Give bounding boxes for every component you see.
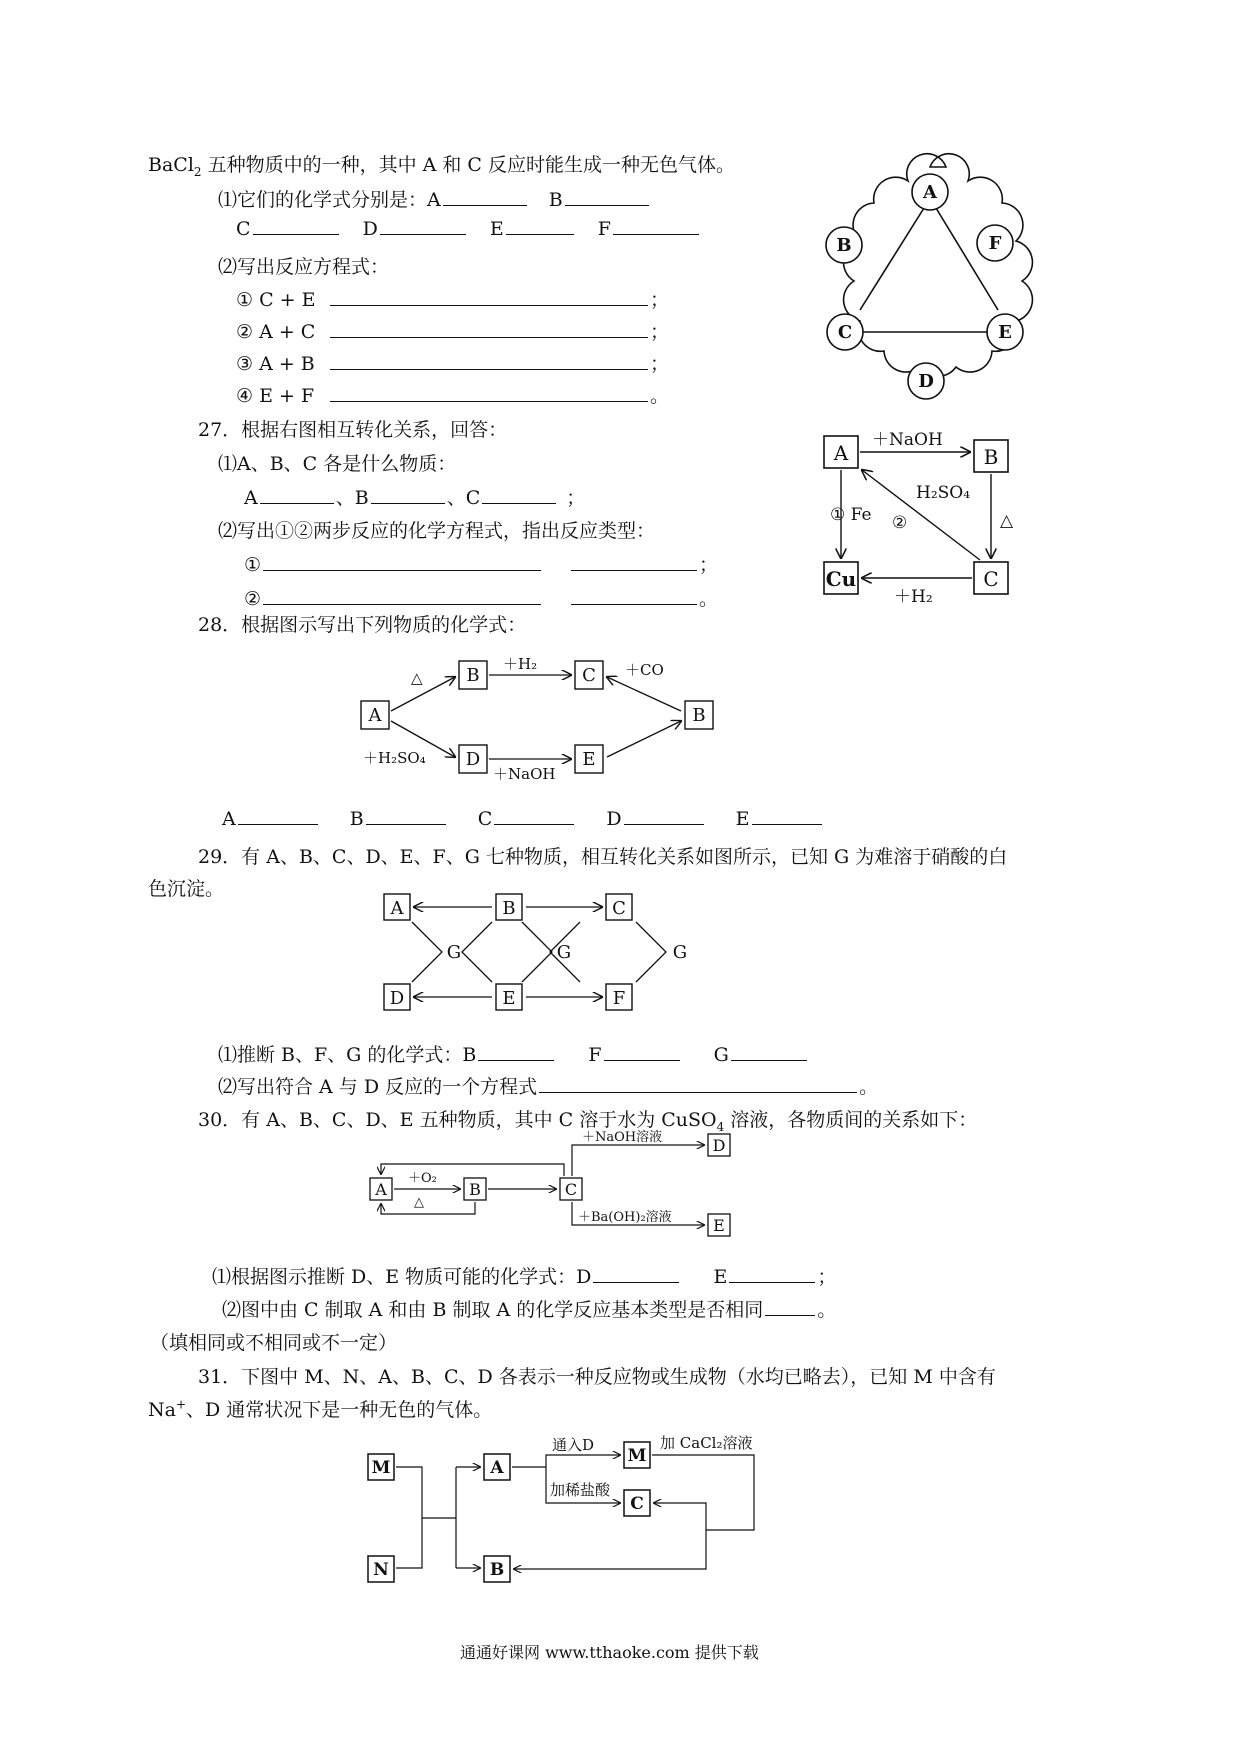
answer-blank-same[interactable] [765, 1299, 815, 1316]
q29-title: 29．有 A、B、C、D、E、F、G 七种物质，相互转化关系如图所示，已知 G 为难溶于硝酸的白 [198, 846, 1008, 868]
ring-node-e: E [998, 322, 1012, 343]
node-e: E [713, 1216, 725, 1235]
node-b-right: B [692, 705, 706, 726]
equation-blank[interactable] [330, 353, 648, 370]
node-a: A [833, 441, 849, 465]
node-a: A [368, 705, 382, 726]
q31-title-cont: Na+、D 通常状况下是一种无色的气体。 [148, 1397, 493, 1421]
q30-diagram [368, 1130, 738, 1242]
node-m: M [371, 1458, 391, 1478]
equation-blank[interactable] [330, 321, 648, 338]
label-delta: △ [1000, 511, 1014, 531]
q27-eq-row: ① ； [244, 554, 719, 576]
ring-node-d: D [918, 371, 934, 392]
label-naoh: ＋NaOH [872, 430, 943, 450]
node-d: D [712, 1136, 726, 1155]
node-a: A [390, 898, 404, 919]
answer-blank-a[interactable] [238, 808, 318, 825]
ring-node-b: B [836, 235, 852, 256]
node-c: C [983, 567, 999, 591]
q30-part1: ⑴根据图示推断 D、E 物质可能的化学式：D E ； [212, 1266, 837, 1288]
label-tongru-d: 通入D [552, 1436, 595, 1454]
label-h2: ＋H₂ [503, 655, 538, 673]
answer-blank-b[interactable] [478, 1044, 554, 1061]
node-n: N [373, 1560, 389, 1580]
q28-diagram [355, 655, 725, 785]
node-b: B [466, 665, 480, 686]
label-dilute-hcl: 加稀盐酸 [550, 1481, 611, 1499]
label-fe: ① Fe [830, 505, 872, 525]
q26-intro: BaCl$_2$ 五种物质中的一种，其中 A 和 C 反应时能生成一种无色气体。 [148, 154, 736, 179]
node-cu: Cu [825, 567, 857, 591]
q26-eq-row: ② A + C ； [236, 321, 670, 343]
q31-title: 31．下图中 M、N、A、B、C、D 各表示一种反应物或生成物（水均已略去），已知 M 中含有 [198, 1366, 996, 1388]
node-a: A [375, 1180, 387, 1199]
answer-blank-d[interactable] [380, 218, 466, 235]
label-h2so4: ＋H₂SO₄ [363, 749, 426, 767]
reaction-type-blank[interactable] [571, 554, 697, 571]
q28-answers: A B C D E [222, 808, 824, 830]
answer-blank-a[interactable] [260, 487, 334, 504]
ring-node-a: A [923, 182, 937, 203]
node-g: G [446, 942, 462, 963]
answer-blank-d[interactable] [593, 1266, 679, 1283]
q30-part2: ⑵图中由 C 制取 A 和由 B 制取 A 的化学反应基本类型是否相同 。 [222, 1299, 837, 1321]
label-o2: ＋O₂ [408, 1171, 437, 1186]
q26-part1: ⑴它们的化学式分别是：A B [218, 185, 651, 212]
q29-title-cont: 色沉淀。 [148, 878, 225, 900]
q27-part1-answers: A 、B 、C ； [244, 487, 586, 509]
q29-part2: ⑵写出符合 A 与 D 反应的一个方程式 。 [218, 1076, 879, 1098]
q26-eq-row: ① C + E ； [236, 289, 670, 311]
node-c: C [564, 1180, 578, 1199]
node-a: A [490, 1458, 504, 1478]
node-m-right: M [627, 1446, 647, 1466]
q30-title: 30．有 A、B、C、D、E 五种物质，其中 C 溶于水为 CuSO$_4$ 溶液，各物质间的关系如下： [198, 1109, 978, 1134]
node-b: B [489, 1560, 505, 1580]
q26-part2: ⑵写出反应方程式： [218, 256, 390, 278]
answer-blank-c[interactable] [482, 487, 556, 504]
q27-part1: ⑴A、B、C 各是什么物质： [218, 453, 457, 475]
label-delta: △ [411, 669, 423, 687]
node-b: B [502, 898, 516, 919]
label-h2: ＋H₂ [894, 587, 933, 607]
answer-blank-b[interactable] [371, 487, 445, 504]
q31-diagram [366, 1428, 766, 1588]
q29-part1: ⑴推断 B、F、G 的化学式：B F G [218, 1040, 809, 1067]
page-footer: 通通好课网 www.tthaoke.com 提供下载 [460, 1643, 759, 1662]
ring-node-f: F [988, 233, 1002, 254]
node-f: F [612, 988, 626, 1009]
node-c: C [582, 665, 596, 686]
answer-blank-e[interactable] [729, 1266, 815, 1283]
q26-ring-diagram [820, 165, 1040, 405]
label-naoh: ＋NaOH [493, 765, 556, 783]
q27-diagram [820, 430, 1020, 605]
equation-blank[interactable] [263, 588, 541, 605]
q30-note: （填相同或不相同或不一定） [150, 1332, 398, 1354]
label-baoh: ＋Ba(OH)₂溶液 [578, 1210, 672, 1225]
node-d: D [389, 988, 405, 1009]
reaction-type-blank[interactable] [571, 588, 697, 605]
answer-blank-e[interactable] [752, 808, 822, 825]
q29-diagram [380, 890, 710, 1015]
label-cacl2: 加 CaCl₂溶液 [660, 1434, 753, 1452]
q27-part2: ⑵写出①②两步反应的化学方程式，指出反应类型： [218, 520, 656, 542]
label-two: ② [892, 513, 908, 533]
answer-blank-b[interactable] [366, 808, 446, 825]
answer-blank-e[interactable] [506, 218, 574, 235]
answer-blank-d[interactable] [624, 808, 704, 825]
equation-blank[interactable] [539, 1076, 857, 1093]
q26-part1-row2: C D E F [236, 218, 701, 240]
answer-blank-c[interactable] [253, 218, 339, 235]
node-c: C [612, 898, 626, 919]
q27-eq-row: ② 。 [244, 588, 719, 610]
q28-title: 28．根据图示写出下列物质的化学式： [198, 614, 527, 636]
answer-blank-a[interactable] [443, 189, 527, 206]
equation-blank[interactable] [263, 554, 541, 571]
q26-eq-row: ④ E + F 。 [236, 385, 670, 407]
q26-eq-row: ③ A + B ； [236, 353, 670, 375]
equation-blank[interactable] [330, 385, 648, 402]
answer-blank-b[interactable] [565, 189, 649, 206]
node-g: G [672, 942, 688, 963]
label-naoh: ＋NaOH溶液 [582, 1130, 663, 1145]
node-e: E [502, 988, 516, 1009]
node-b: B [983, 445, 999, 469]
label-co: ＋CO [625, 661, 664, 679]
ring-node-c: C [837, 322, 853, 343]
node-d: D [465, 749, 481, 770]
node-e: E [582, 749, 596, 770]
node-g: G [556, 942, 572, 963]
label-h2so4: H₂SO₄ [916, 483, 971, 503]
equation-blank[interactable] [330, 289, 648, 306]
node-c: C [630, 1494, 644, 1514]
answer-blank-c[interactable] [494, 808, 574, 825]
answer-blank-g[interactable] [731, 1044, 807, 1061]
answer-blank-f[interactable] [604, 1044, 680, 1061]
node-b: B [469, 1180, 481, 1199]
q27-title: 27．根据右图相互转化关系，回答： [198, 419, 508, 441]
label-delta: △ [414, 1195, 424, 1210]
answer-blank-f[interactable] [613, 218, 699, 235]
